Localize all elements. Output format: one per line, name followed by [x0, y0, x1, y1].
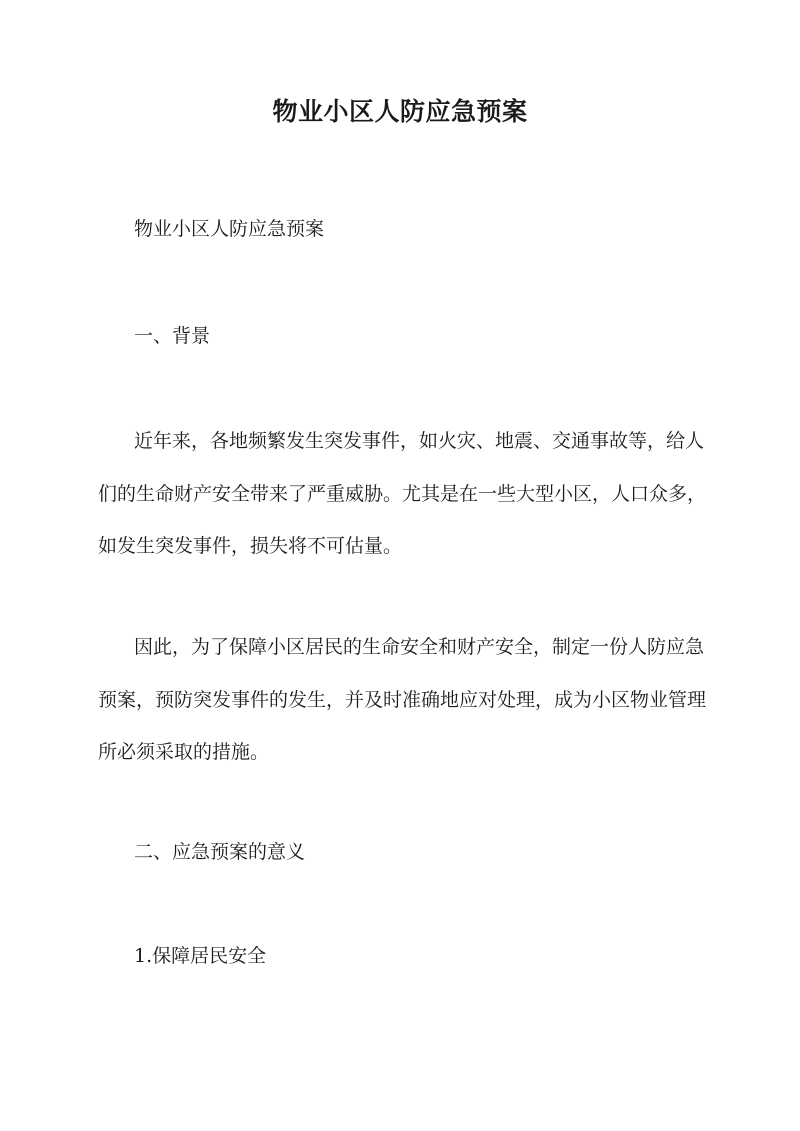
paragraph-purpose [98, 621, 707, 779]
document-subtitle: 物业小区人防应急预案 [134, 218, 325, 240]
paragraph-line: 如发生突发事件，损失将不可估量。 [98, 535, 403, 557]
paragraph-line: 近年来，各地频繁发生突发事件，如火灾、地震、交通事故等，给人 [134, 430, 705, 452]
list-item-resident-safety: 1.保障居民安全 [134, 945, 267, 967]
section-heading-background: 一、背景 [134, 325, 211, 347]
section-heading-significance: 二、应急预案的意义 [134, 841, 306, 863]
document-title: 物业小区人防应急预案 [272, 97, 528, 126]
paragraph-line: 预案，预防突发事件的发生，并及时准确地应对处理，成为小区物业管理 [98, 688, 707, 711]
paragraph-line: 们的生命财产安全带来了严重威胁。尤其是在一些大型小区，人口众多， [98, 482, 707, 505]
paragraph-line: 所必须采取的措施。 [98, 741, 270, 763]
paragraph-line: 因此，为了保障小区居民的生命安全和财产安全，制定一份人防应急 [134, 636, 705, 658]
paragraph-background [98, 415, 707, 573]
